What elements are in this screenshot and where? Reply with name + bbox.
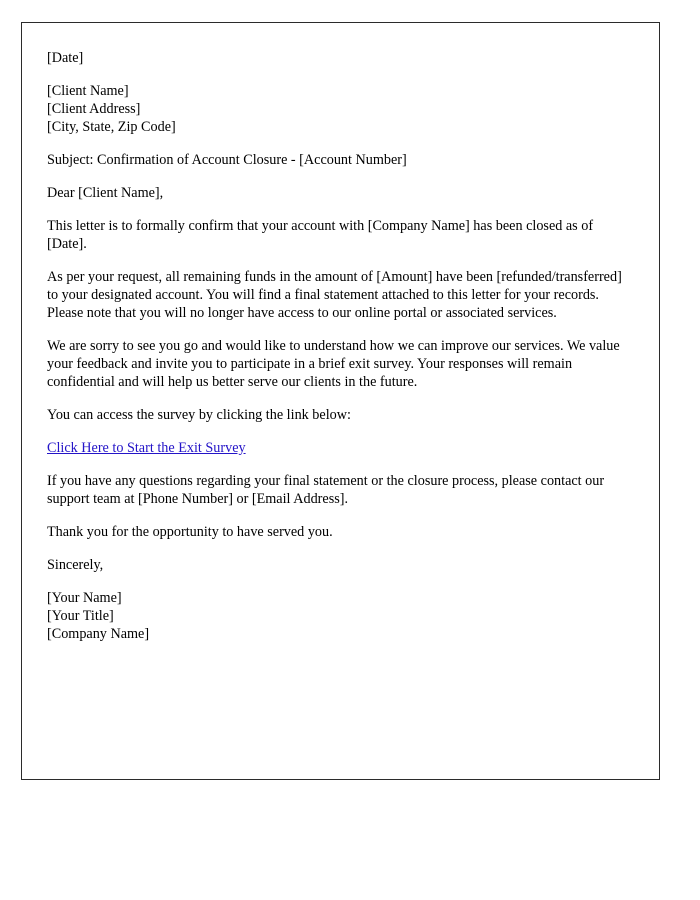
signature-name: [Your Name] [47,590,122,606]
body-paragraph-1: This letter is to formally confirm that your account with [Company Name] has been closed as of [Date]. [47,218,594,252]
exit-survey-link[interactable]: Click Here to Start the Exit Survey [47,440,246,456]
survey-link-container [47,439,631,457]
subject-line: Subject: Confirmation of Account Closure - [Account Number] [47,152,407,168]
signature-title: [Your Title] [47,608,114,624]
signature-block [47,589,631,643]
body-paragraph-thanks: Thank you for the opportunity to have served you. [47,524,333,540]
body-paragraph-contact: If you have any questions regarding your final statement or the closure process, please contact our support team at [Phone Number] or [Email Address]. [47,473,605,507]
body-paragraph-3: We are sorry to see you go and would like to understand how we can improve our services. We value your feedback and invite you to participate in a brief exit survey. Your responses will remain confidential and will help us better serve our clients in the future. [47,338,620,390]
letter-page [21,22,660,780]
closing-salutation: Sincerely, [47,557,104,573]
salutation: Dear [Client Name], [47,185,164,201]
recipient-name: [Client Name] [47,83,129,99]
date-placeholder: [Date] [47,50,84,66]
survey-intro-line: You can access the survey by clicking the link below: [47,407,351,423]
recipient-address: [Client Address] [47,101,141,117]
signature-company: [Company Name] [47,626,150,642]
body-paragraph-2: As per your request, all remaining funds in the amount of [Amount] have been [refunded/transferred] to your designated account. You will find a final statement attached to this letter for your records. Please note that you will no longer have access to our online portal or associated services. [47,269,622,321]
letter-content [22,23,659,643]
recipient-address-block [47,82,631,136]
recipient-city-state-zip: [City, State, Zip Code] [47,119,176,135]
